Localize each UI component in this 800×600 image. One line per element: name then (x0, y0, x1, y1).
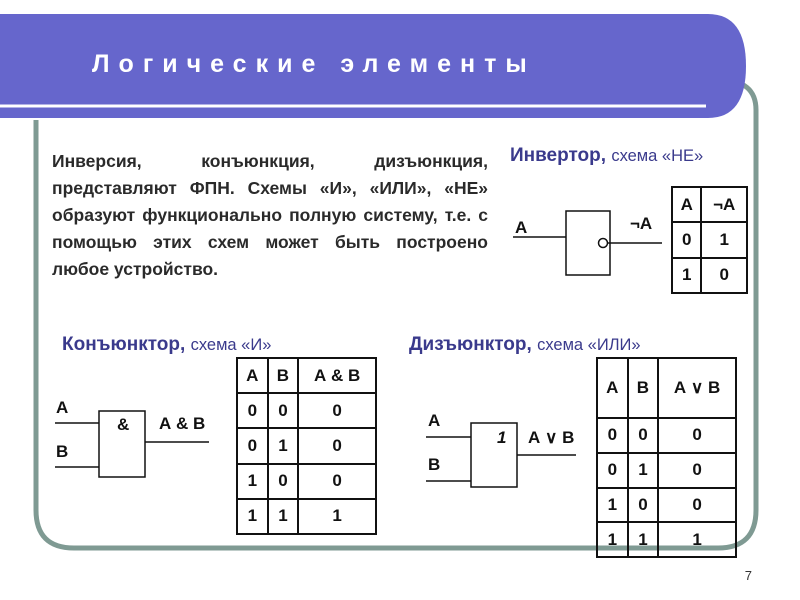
table-header-cell: А (597, 358, 628, 418)
inverter-output-label: ¬А (630, 214, 653, 233)
table-row (597, 418, 736, 453)
table-cell: 0 (597, 453, 628, 488)
slide-title: Логические элементы (92, 50, 536, 78)
conjunctor-truth-table (236, 357, 377, 535)
or-output-label: А ∨ В (528, 428, 575, 447)
or-input-a-label: А (428, 411, 441, 430)
and-input-b-label: В (56, 442, 69, 461)
inverter-heading (510, 145, 703, 167)
table-row (597, 488, 736, 523)
table-cell: 1 (658, 522, 736, 557)
table-cell: 1 (237, 464, 268, 499)
table-cell: 1 (701, 222, 747, 257)
table-cell: 0 (237, 393, 268, 428)
table-cell: 0 (701, 258, 747, 293)
inverter-heading-sub: схема «НЕ» (611, 147, 704, 165)
table-cell: 1 (628, 522, 659, 557)
table-header-cell: В (268, 358, 299, 393)
conjunctor-heading-sub: схема «И» (190, 336, 272, 354)
table-cell: 0 (268, 393, 299, 428)
table-cell: 1 (268, 499, 299, 534)
table-header-cell: А (237, 358, 268, 393)
and-input-a-label: А (56, 398, 69, 417)
page-number: 7 (744, 568, 752, 583)
disjunctor-heading (409, 334, 641, 356)
table-cell: 0 (672, 222, 701, 257)
table-row (597, 453, 736, 488)
table-header-cell: ¬А (701, 187, 747, 222)
table-row (672, 258, 747, 293)
disjunctor-heading-main: Дизъюнктор, (409, 334, 532, 355)
table-cell: 0 (658, 418, 736, 453)
table-row (237, 393, 376, 428)
table-header-cell: А (672, 187, 701, 222)
table-header-row (672, 187, 747, 222)
and-gate-symbol: & (117, 415, 130, 434)
disjunctor-heading-sub: схема «ИЛИ» (537, 336, 641, 354)
table-cell: 0 (298, 428, 376, 463)
table-cell: 0 (237, 428, 268, 463)
or-gate-body (471, 423, 517, 487)
table-cell: 1 (672, 258, 701, 293)
table-row (672, 222, 747, 257)
and-output-label: А & В (159, 414, 206, 433)
table-cell: 1 (597, 522, 628, 557)
table-cell: 1 (628, 453, 659, 488)
conjunctor-heading (62, 334, 271, 356)
table-header-cell: В (628, 358, 659, 418)
table-cell: 0 (658, 488, 736, 523)
inverter-heading-main: Инвертор, (510, 145, 607, 166)
table-cell: 1 (237, 499, 268, 534)
conjunctor-heading-main: Конъюнктор, (62, 334, 186, 355)
table-row (237, 428, 376, 463)
table-header-row (597, 358, 736, 418)
disjunctor-truth-table (596, 357, 737, 558)
table-header-row (237, 358, 376, 393)
intro-paragraph: Инверсия, конъюнкция, дизъюнкция, представляют ФПН. Схемы «И», «ИЛИ», «НЕ» образуют функционально полную систему, т.е. с помощью этих схем может быть построено любое устройство. (52, 151, 488, 279)
table-header-cell: А & В (298, 358, 376, 393)
table-cell: 0 (298, 464, 376, 499)
table-row (237, 464, 376, 499)
or-input-b-label: В (428, 455, 441, 474)
table-header-cell: А ∨ В (658, 358, 736, 418)
table-cell: 0 (597, 418, 628, 453)
or-gate-symbol: 1 (497, 428, 507, 447)
inverter-bubble-icon (599, 239, 608, 248)
inverter-input-label: А (515, 218, 528, 237)
table-cell: 0 (658, 453, 736, 488)
table-cell: 1 (268, 428, 299, 463)
table-cell: 0 (298, 393, 376, 428)
table-cell: 0 (628, 418, 659, 453)
table-cell: 1 (597, 488, 628, 523)
table-row (597, 522, 736, 557)
table-cell: 0 (268, 464, 299, 499)
inverter-truth-table (671, 186, 748, 294)
table-row (237, 499, 376, 534)
table-cell: 1 (298, 499, 376, 534)
table-cell: 0 (628, 488, 659, 523)
